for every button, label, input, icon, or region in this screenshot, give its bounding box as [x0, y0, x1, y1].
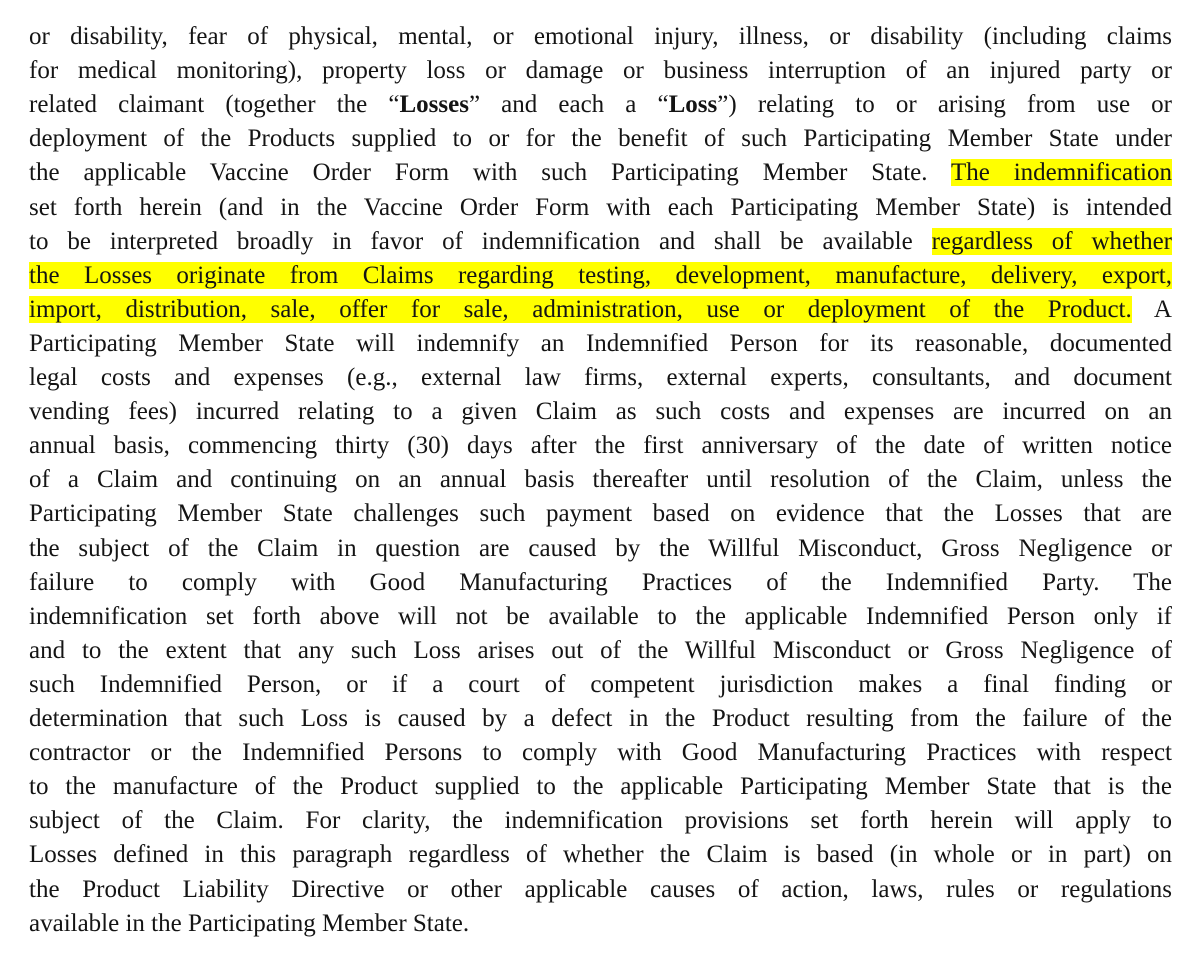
text-segment: subject of the Claim. For clarity, the indemnification provisions set forth herein will apply to	[29, 807, 1172, 835]
text-line	[29, 839, 1172, 870]
text-line	[29, 294, 1172, 325]
text-line	[29, 192, 1172, 223]
text-segment: the subject of the Claim in question are caused by the Willful Misconduct, Gross Negligence or	[29, 534, 1172, 562]
text-segment: available in the Participating Member State.	[29, 909, 470, 937]
text-line	[29, 737, 1172, 768]
text-line	[29, 226, 1172, 257]
text-line	[29, 533, 1172, 564]
text-line	[29, 635, 1172, 666]
highlighted-text: regardless of whether	[931, 227, 1173, 255]
text-segment: deployment of the Products supplied to or for the benefit of such Participating Member State under	[29, 125, 1172, 153]
text-segment: ”) relating to or arising from use or	[717, 91, 1172, 119]
text-line	[29, 567, 1172, 598]
bold-defined-term: Loss	[668, 91, 718, 119]
text-segment: Participating Member State challenges such payment based on evidence that the Losses that are	[29, 500, 1172, 528]
text-segment: Participating Member State will indemnify an Indemnified Person for its reasonable, documented	[29, 329, 1172, 357]
highlighted-text: The indemnification	[950, 159, 1172, 187]
text-line	[29, 498, 1172, 529]
text-segment: A	[1131, 295, 1172, 323]
text-line	[29, 430, 1172, 461]
text-line	[29, 908, 1172, 939]
text-line	[29, 89, 1172, 120]
text-line	[29, 55, 1172, 86]
text-line	[29, 771, 1172, 802]
text-line	[29, 669, 1172, 700]
text-segment: failure to comply with Good Manufacturing Practices of the Indemnified Party. The	[29, 568, 1172, 596]
text-segment: or disability, fear of physical, mental, or emotional injury, illness, or disability (including claims	[29, 23, 1172, 50]
text-line	[29, 260, 1172, 291]
text-segment: legal costs and expenses (e.g., external law firms, external experts, consultants, and document	[29, 364, 1172, 391]
text-line	[29, 874, 1172, 905]
text-line	[29, 601, 1172, 632]
text-segment: for medical monitoring), property loss or damage or business interruption of an injured party or	[29, 57, 1172, 85]
text-line	[29, 328, 1172, 359]
text-segment: ” and each a “	[468, 91, 669, 119]
text-segment: to the manufacture of the Product supplied to the applicable Participating Member State that is the	[29, 773, 1172, 801]
text-line	[29, 396, 1172, 427]
highlighted-text: the Losses originate from Claims regarding testing, development, manufacture, delivery, export,	[29, 261, 1172, 289]
text-segment: and to the extent that any such Loss arises out of the Willful Misconduct or Gross Negligence of	[29, 636, 1172, 664]
text-segment: related claimant (together the “	[29, 91, 400, 119]
text-segment: the Product Liability Directive or other applicable causes of action, laws, rules or regulations	[29, 875, 1172, 903]
text-segment: such Indemnified Person, or if a court of competent jurisdiction makes a final finding or	[29, 670, 1172, 698]
text-line	[29, 21, 1172, 52]
text-segment: Losses defined in this paragraph regardless of whether the Claim is based (in whole or in part) on	[29, 841, 1172, 869]
text-line	[29, 362, 1172, 393]
text-segment: the applicable Vaccine Order Form with such Participating Member State.	[29, 159, 951, 187]
text-segment: to be interpreted broadly in favor of indemnification and shall be available	[29, 227, 932, 255]
text-line	[29, 123, 1172, 154]
text-segment: indemnification set forth above will not be available to the applicable Indemnified Person only if	[29, 602, 1172, 630]
text-segment: annual basis, commencing thirty (30) days after the first anniversary of the date of written notice	[29, 432, 1172, 460]
text-line	[29, 157, 1172, 188]
text-segment: contractor or the Indemnified Persons to comply with Good Manufacturing Practices with respect	[29, 739, 1172, 767]
text-line	[29, 703, 1172, 734]
highlighted-text: import, distribution, sale, offer for sale, administration, use or deployment of the Product.	[29, 295, 1132, 323]
text-segment: determination that such Loss is caused by a defect in the Product resulting from the failure of the	[29, 705, 1172, 732]
text-segment: vending fees) incurred relating to a given Claim as such costs and expenses are incurred on an	[29, 398, 1172, 426]
text-segment: of a Claim and continuing on an annual basis thereafter until resolution of the Claim, unless the	[29, 466, 1172, 494]
text-line	[29, 805, 1172, 836]
text-segment: set forth herein (and in the Vaccine Order Form with each Participating Member State) is intended	[29, 193, 1172, 221]
text-line	[29, 464, 1172, 495]
bold-defined-term: Losses	[399, 91, 469, 119]
